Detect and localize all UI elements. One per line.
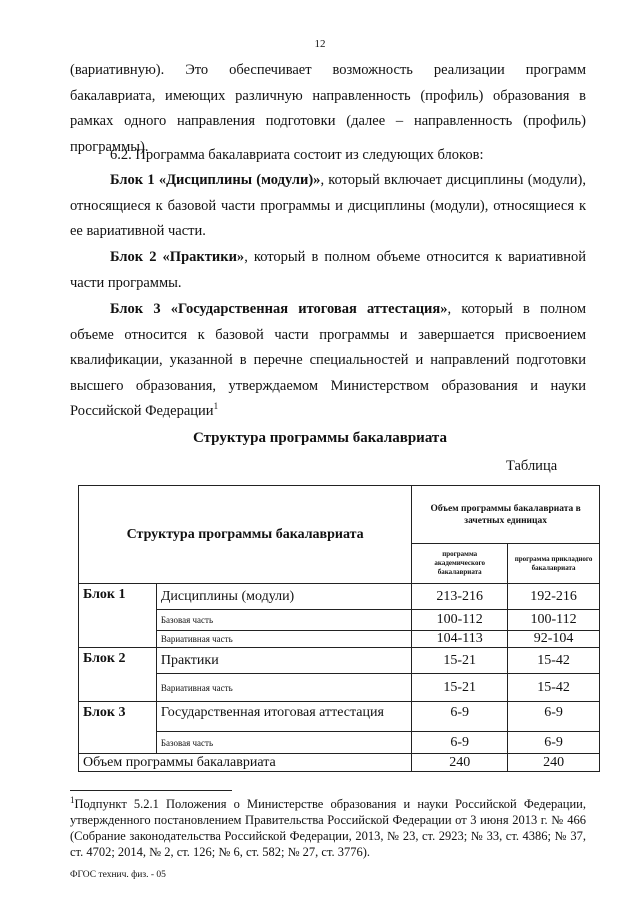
block1-var-label: Вариативная часть (156, 631, 411, 648)
block1-base-label: Базовая часть (156, 610, 411, 631)
block1-var-applied: 92-104 (508, 631, 600, 648)
total-label: Объем программы бакалавриата (79, 754, 412, 772)
block2-var-academic: 15-21 (412, 674, 508, 702)
block3-base-applied: 6-9 (508, 732, 600, 754)
paragraph-block2 (70, 245, 586, 296)
block1-var-academic: 104-113 (412, 631, 508, 648)
block1-academic: 213-216 (412, 584, 508, 610)
table-row (79, 732, 600, 754)
paragraph-variative: (вариативную). Это обеспечивает возможность реализации программ бакалавриата, имеющих различную направленность (профиль) образования в рамках одного направления подготовки (далее – направленность (профиль) программы). (70, 62, 586, 155)
block3-applied: 6-9 (508, 702, 600, 732)
total-academic: 240 (412, 754, 508, 772)
block3-base-academic: 6-9 (412, 732, 508, 754)
table-row (79, 648, 600, 674)
table-row (79, 610, 600, 631)
block2-label: Блок 2 (79, 648, 157, 702)
block1-text: , который включает дисциплины (модули), относящиеся к базовой части программы и дисциплины (модули), относящиеся к ее вариативной части. (70, 172, 586, 239)
paragraph-blocks-intro: 6.2. Программа бакалавриата состоит из следующих блоков: (110, 147, 484, 163)
block2-name: Практики (156, 648, 411, 674)
block2-title: Блок 2 «Практики» (110, 249, 245, 265)
header-volume: Объем программы бакалавриата в зачетных единицах (412, 486, 600, 544)
block2-academic: 15-21 (412, 648, 508, 674)
block3-name: Государственная итоговая аттестация (156, 702, 411, 732)
footnote-text: Подпункт 5.2.1 Положения о Министерстве образования и науки Российской Федерации, утвержденного постановлением Правительства Российской Федерации от 3 июня 2013 г. № 466 (Собрание законодательства Российской Федерации, 2013, № 23, ст. 2923; № 33, ст. 4386; № 37, ст. 4702; 2014, № 2, ст. 126; № 6, ст. 582; № 27, ст. 3776). (70, 797, 586, 859)
footnote-reference[interactable]: 1 (213, 401, 219, 412)
block1-name: Дисциплины (модули) (156, 584, 411, 610)
total-applied: 240 (508, 754, 600, 772)
table-row (79, 584, 600, 610)
block2-applied: 15-42 (508, 648, 600, 674)
header-applied: программа прикладного бакалавриата (508, 544, 600, 584)
block3-text: , который в полном объеме относится к базовой части программы и завершается присвоением квалификации, указанной в перечне специальностей и направлений подготовки высшего образования, утверждаемом Министерством образования и науки Российской Федерации (70, 301, 587, 419)
block3-base-label: Базовая часть (156, 732, 411, 754)
program-structure-table (78, 485, 600, 772)
footnote (70, 796, 586, 860)
table-row (79, 702, 600, 732)
block3-academic: 6-9 (412, 702, 508, 732)
block1-label: Блок 1 (79, 584, 157, 648)
block3-title: Блок 3 «Государственная итоговая аттестация» (110, 301, 448, 317)
document-footer: ФГОС технич. физ. - 05 (70, 870, 166, 880)
paragraph-block3 (70, 297, 586, 425)
block2-var-applied: 15-42 (508, 674, 600, 702)
block1-base-academic: 100-112 (412, 610, 508, 631)
block2-var-label: Вариативная часть (156, 674, 411, 702)
block1-title: Блок 1 «Дисциплины (модули)» (110, 172, 321, 188)
block3-label: Блок 3 (79, 702, 157, 754)
table-row (79, 631, 600, 648)
page-number: 12 (314, 38, 326, 50)
header-structure: Структура программы бакалавриата (79, 486, 412, 584)
table-caption: Таблица (506, 458, 558, 474)
block1-base-applied: 100-112 (508, 610, 600, 631)
table-row-total (79, 754, 600, 772)
header-academic: программа академического бакалавриата (412, 544, 508, 584)
block2-text: , который в полном объеме относится к вариативной части программы. (70, 249, 586, 291)
table-row (79, 674, 600, 702)
footnote-divider (70, 790, 232, 791)
footnote-mark: 1 (70, 794, 75, 805)
block1-applied: 192-216 (508, 584, 600, 610)
paragraph-block1 (70, 168, 586, 245)
table-title: Структура программы бакалавриата (193, 430, 447, 446)
